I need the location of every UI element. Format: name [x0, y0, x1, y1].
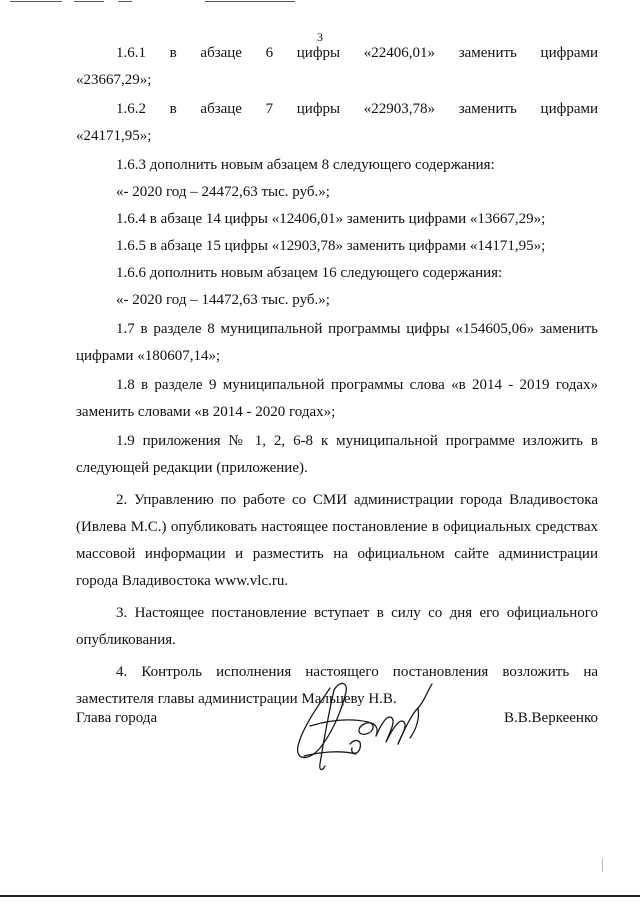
- word: заменить: [458, 101, 517, 117]
- paragraph-1-6-1: [76, 40, 598, 67]
- word: 6: [265, 45, 274, 61]
- paragraph-1-6-6-quote: «- 2020 год – 14472,63 тыс. руб.»;: [116, 292, 330, 308]
- paragraph-1-6-4: 1.6.4 в абзаце 14 цифры «12406,01» заменить цифрами «13667,29»;: [116, 211, 546, 227]
- scan-mark: [602, 858, 603, 872]
- word: «22406,01»: [363, 45, 436, 61]
- word: в: [169, 101, 177, 117]
- paragraph-1-6-3: 1.6.3 дополнить новым абзацем 8 следующего содержания:: [116, 157, 495, 173]
- signatory-name: В.В.Веркеенко: [504, 710, 598, 726]
- paragraph-3: 3. Настоящее постановление вступает в силу со дня его официального опубликования.: [76, 605, 598, 648]
- word: в: [169, 45, 177, 61]
- word: 1.6.1: [116, 45, 146, 61]
- paragraph-1-6-3-quote: «- 2020 год – 24472,63 тыс. руб.»;: [116, 184, 330, 200]
- word: цифры: [296, 45, 341, 61]
- word: 1.6.2: [116, 101, 146, 117]
- word: абзаце: [200, 45, 242, 61]
- scan-top-marks: [0, 0, 640, 4]
- page-number: 3: [317, 30, 323, 44]
- word: абзаце: [200, 101, 242, 117]
- paragraph-1-6-5: 1.6.5 в абзаце 15 цифры «12903,78» заменить цифрами «14171,95»;: [116, 238, 546, 254]
- paragraph-2: 2. Управлению по работе со СМИ администрации города Владивостока (Ивлева М.С.) опубликовать настоящее постановление в официальных средствах массовой информации и разместить на официальном сайте администрации города Владивостока www.vlc.ru.: [76, 492, 598, 589]
- word: цифрами: [540, 101, 598, 117]
- word: цифрами: [540, 45, 598, 61]
- paragraph-1-6-2: [76, 96, 598, 123]
- word: заменить: [458, 45, 517, 61]
- paragraph-1-6-6: 1.6.6 дополнить новым абзацем 16 следующего содержания:: [116, 265, 503, 281]
- signatory-position: Глава города: [76, 710, 158, 726]
- word: «22903,78»: [363, 101, 436, 117]
- paragraph-4: 4. Контроль исполнения настоящего постановления возложить на заместителя главы администрации Мальцеву Н.В.: [76, 664, 598, 707]
- paragraph-1-8: 1.8 в разделе 9 муниципальной программы слова «в 2014 - 2019 годах» заменить словами «в 2014 - 2020 годах»;: [76, 377, 598, 420]
- paragraph-1-6-1-continuation: «23667,29»;: [76, 72, 152, 88]
- signature-block: [76, 710, 598, 727]
- scan-bottom-edge: [0, 895, 640, 897]
- paragraph-1-9: 1.9 приложения № 1, 2, 6-8 к муниципальной программе изложить в следующей редакции (приложение).: [76, 433, 598, 476]
- word: цифры: [296, 101, 341, 117]
- word: 7: [265, 101, 274, 117]
- document-body: [76, 40, 598, 713]
- paragraph-1-6-2-continuation: «24171,95»;: [76, 128, 152, 144]
- paragraph-1-7: 1.7 в разделе 8 муниципальной программы цифры «154605,06» заменить цифрами «180607,14»;: [76, 321, 598, 364]
